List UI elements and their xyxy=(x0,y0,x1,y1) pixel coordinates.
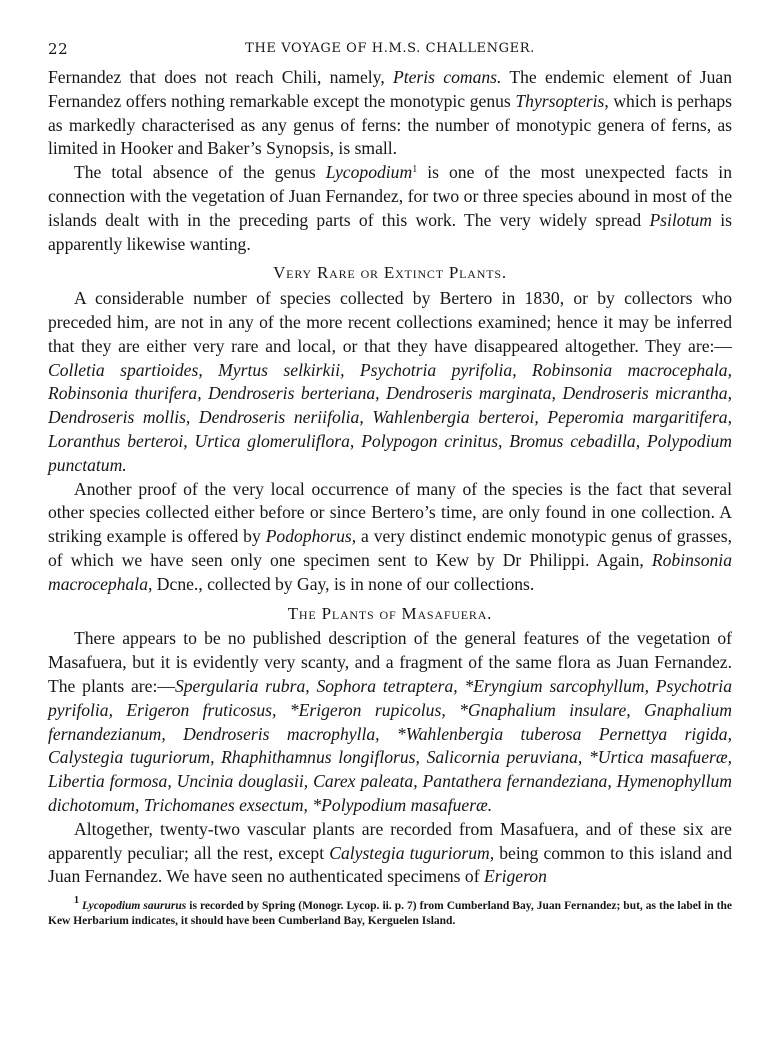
body-text xyxy=(48,66,732,889)
taxon-name: Calystegia tuguriorum, xyxy=(329,842,495,863)
taxon-name: Robinsonia macrocephala, xyxy=(48,549,732,594)
paragraph: A considerable number of species collected by Bertero in 1830, or by collectors who preceded him, are not in any of the more recent collections examined; hence it may be inferred that they are either very rare and local, or that they have disappeared altogether. They are:—Colletia spartioides, Myrtus selkirkii, Psychotria pyrifolia, Robinsonia macrocephala, Robinsonia thurifera, Dendroseris berteriana, Dendroseris marginata, Dendroseris micrantha, Dendroseris mollis, Dendroseris neriifolia, Wahlenbergia berteroi, Peperomia margaritifera, Loranthus berteroi, Urtica glomeruliflora, Polypogon crinitus, Bromus cebadilla, Polypodium punctatum. xyxy=(48,288,732,475)
paragraph: There appears to be no published description of the general features of the vegetation of Masafuera, but it is evidently very scanty, and a fragment of the same flora as Juan Fernandez. The plants are:—Spergularia rubra, Sophora tetraptera, *Eryngium sarcophyllum, Psychotria pyrifolia, Erigeron fruticosus, *Erigeron rupicolus, *Gnaphalium insulare, Gnaphalium fernandezianum, Dendroseris macrophylla, *Wahlenbergia tuberosa Pernettya rigida, Calystegia tuguriorum, Rhaphithamnus longiflorus, Salicornia peruviana, *Urtica masafueræ, Libertia formosa, Uncinia douglasii, Carex paleata, Pantathera fernandeziana, Hymenophyllum dichotomum, Trichomanes exsectum, *Polypodium masafueræ. xyxy=(48,628,732,815)
paragraph: The total absence of the genus Lycopodium$^1$ is one of the most unexpected facts in connection with the vegetation of Juan Fernandez, for two or three species abound in most of the islands dealt with in the preceding parts of this work. The very widely spread Psilotum is apparently likewise wanting. xyxy=(48,162,732,254)
page-header xyxy=(48,40,732,66)
taxon-name: Thyrsopteris, xyxy=(515,90,609,111)
taxon-name: Podophorus, xyxy=(265,526,357,547)
section-heading: Very Rare or Extinct Plants. xyxy=(273,263,507,283)
taxon-name: Pteris comans. xyxy=(392,67,502,87)
taxon-name: Lycopodium saururus xyxy=(82,900,187,913)
page-number: 22 xyxy=(48,40,69,58)
footnote-marker: 1 xyxy=(74,895,79,907)
taxon-name: Psilotum xyxy=(649,209,712,230)
footnote: $^1$ Lycopodium saururus is recorded by Spring (Monogr. Lycop. ii. p. 7) from Cumberland Bay, Juan Fernandez; but, as the label in the Kew Herbarium indicates, it should have been Cumberland Bay, Kerguelen Island. xyxy=(48,895,733,928)
section-heading: The Plants of Masafuera. xyxy=(287,603,493,623)
footnote-ref: 1 xyxy=(412,164,418,176)
paragraph: Altogether, twenty-two vascular plants are recorded from Masafuera, and of these six are apparently peculiar; all the rest, except Calystegia tuguriorum, being common to this island and Juan Fernandez. We have seen no authenticated specimens of Erigeron xyxy=(48,818,732,887)
species-list: Colletia spartioides, Myrtus selkirkii, Psychotria pyrifolia, Robinsonia macrocephala, Robinsonia thurifera, Dendroseris berteriana, Dendroseris marginata, Dendroseris micrantha, Dendroseris mollis, Dendroseris neriifolia, Wahlenbergia berteroi, Peperomia margaritifera, Loranthus berteroi, Urtica glomeruliflora, Polypogon crinitus, Bromus cebadilla, Polypodium punctatum. xyxy=(48,359,732,475)
taxon-name: Erigeron xyxy=(484,866,547,887)
paragraph: Another proof of the very local occurrence of many of the species is the fact that several other species collected either before or since Bertero’s time, are only found in one collection. A striking example is offered by Podophorus, a very distinct endemic monotypic genus of grasses, of which we have seen only one specimen sent to Kew by Dr Philippi. Again, Robinsonia macrocephala, Dcne., collected by Gay, is in none of our collections. xyxy=(48,478,732,594)
page xyxy=(48,40,732,929)
paragraph: Fernandez that does not reach Chili, namely, Pteris comans. The endemic element of Juan Fernandez offers nothing remarkable except the monotypic genus Thyrsopteris, which is perhaps as markedly characterised as any genus of ferns: the number of monotypic genera of ferns, as limited in Hooker and Baker’s Synopsis, is small. xyxy=(48,67,732,159)
running-title: THE VOYAGE OF H.M.S. CHALLENGER. xyxy=(245,41,535,56)
taxon-name: Lycopodium xyxy=(325,162,413,183)
species-list: Spergularia rubra, Sophora tetraptera, *Eryngium sarcophyllum, Psychotria pyrifolia, Erigeron fruticosus, *Erigeron rupicolus, *Gnaphalium insulare, Gnaphalium fernandezianum, Dendroseris macrophylla, *Wahlenbergia tuberosa Pernettya rigida, Calystegia tuguriorum, Rhaphithamnus longiflorus, Salicornia peruviana, *Urtica masafueræ, Libertia formosa, Uncinia douglasii, Carex paleata, Pantathera fernandeziana, Hymenophyllum dichotomum, Trichomanes exsectum, *Polypodium masafueræ. xyxy=(48,675,732,815)
